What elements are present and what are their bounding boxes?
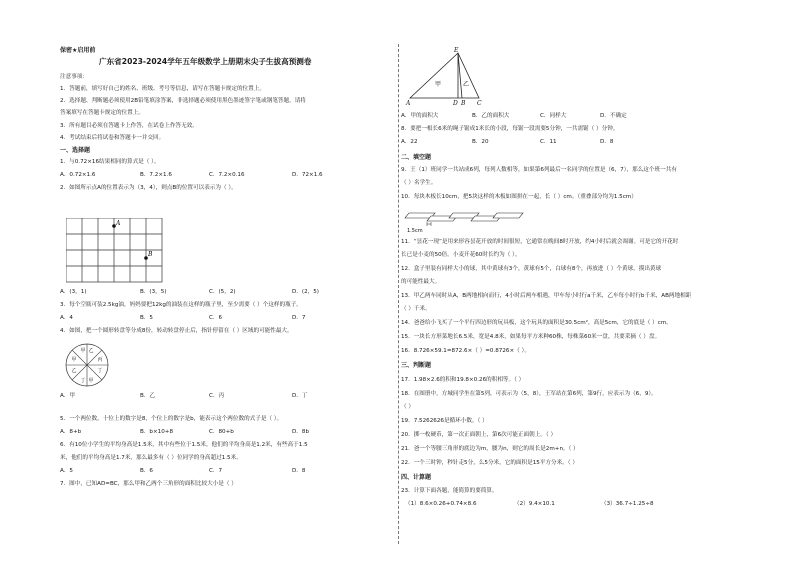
vertex-label: B [461,100,466,107]
sector-label: 丙 [97,357,103,363]
option: B．7.2×1.6 [140,172,172,178]
question-text: 21．爸一个等腰三角形的底边为m，腰为n，则它的周长是2m+n。（ ） [401,446,579,452]
notice-heading: 注意事项： [60,74,88,80]
sector-label: 乙 [71,368,77,374]
region-label: 甲 [435,81,442,88]
question-text: 长已是小麦的50倍。小麦开花60时长约为（ ）。 [401,252,521,258]
option: D．7 [292,315,306,321]
question-text: 17．1.98×2.6的积和19.8×0.26的积相等。（ ） [401,377,525,383]
calc-item: （2）9.4×10.1 [514,501,555,507]
sector-label: 乙 [88,348,94,354]
question-text: 13．甲乙两车同时从A，B两地相向而行，4小时后两车相遇，甲车每小时行a千米，乙车每小时行b千米，AB两地相距 [401,293,692,299]
question-text: 2．如图所示点A的位置表示为（3，4），则点B的位置可以表示为（ ）。 [60,185,237,191]
question-text: 16．8.726×59.1=872.6×（ ）=0.8726×（ ）。 [401,348,530,354]
secret-label: 保密★启用前 [60,47,96,54]
option: A．4 [60,315,73,321]
option: C．7 [209,468,223,474]
option: C．6 [209,315,223,321]
vertex-label: C [477,100,482,107]
section-heading: 三、判断题 [401,362,432,369]
sector-label: 甲 [71,357,77,363]
question-text: 22．一个三时钟，秒针走5分，么5分米，它的面积是15平方分米。（ ） [401,460,578,466]
question-text: 10．每块木板长10cm，把5块这样的木板如图拼在一起，长（ ）cm。（重叠部分均为1.5cm） [401,194,637,200]
option: A．0.72×1.6 [60,172,96,178]
question-text: 14．爸爸给小飞买了一个平行四边形的玩具板，这个玩具的面积是30.5cm²，高是5cm，它的底是（ ）cm。 [401,320,672,326]
option: B．5 [140,315,153,321]
option: D．8 [600,139,614,145]
option: C．80+b [209,429,234,435]
point-a-label: A [116,220,121,227]
notice-item: 3．所有题目必须在答题卡上作答，在试卷上作答无效。 [60,123,198,129]
option: A．5 [60,468,73,474]
question-text: 15．一块长方形菜地长6.5米，宽是4.8米，如果每平方米种60株，每株菜60米一盘，共要采摘（ ）盘。 [401,334,661,340]
option: D．(2，5) [292,289,319,295]
option: B．20 [472,139,489,145]
question-text: 18．在图册中，方城同学坐在第5列，可表示为（5，8），王军站在第6列，第9行，应表示为（6，9）。 [401,391,657,397]
option: D．8b [292,429,310,435]
column-divider [398,44,399,544]
notice-item: 4．考试结束后将试卷和答题卡一并交回。 [60,135,165,141]
option: A．甲 [60,393,76,399]
sector-label: 甲 [80,348,86,354]
option: A．8+b [60,429,82,435]
sector-label: 丁 [80,378,86,384]
grid-figure [66,218,166,283]
question-text: 7．图中，已知AD=BC，那么甲和乙两个三角形的面积比较大小是（ ） [60,481,237,487]
notice-item: 1．答题前，填写好自己的姓名、班级、考号等信息，请写在答题卡规定的位置上。 [60,86,265,92]
question-text: 19．7.5262626是循环小数。（ ） [401,418,488,424]
option: C．7.2×0.16 [209,172,245,178]
option: C．丙 [209,393,225,399]
option: A．(3，1) [60,289,87,295]
notice-item: 答案填写在答题卡规定的位置上。 [60,110,144,116]
section-heading: 一、选择题 [60,147,91,154]
calc-item: （3）36.7÷1.25÷8 [601,501,654,507]
vertex-label: D [453,100,458,107]
option: B．乙的面积大 [472,113,510,119]
option: A．22 [401,139,418,145]
calc-item: （1）8.6×0.26+0.74×8.6 [405,501,477,507]
question-text: 20．掷一枚硬币，第一次正面朝上，第6次可能正面朝上。（ ） [401,432,557,438]
question-text: 11．“昙花一现”是用来形容昙花开放的时间很短，它通常在晚间8时开放，约4小时后就会凋谢。可是它的开花时 [401,239,679,245]
sector-label: 甲 [88,378,94,384]
question-text: 12．盒子里装有同样大小的球，其中黄球有3个，黄球有5个，白球有8个，再放进（ ）个黄球，摸出黄球 [401,266,662,272]
question-text: 5．一个两位数，十位上的数字是8，个位上的数字是b，能表示这个两位数的式子是（ ）。 [60,416,283,422]
boards-figure [403,204,533,234]
option: C．11 [540,139,557,145]
question-text: 6．有10位小学生的平均身高是1.5米，其中有些位于1.5米，他们的平均身高是1.2米，有些高于1.5 [60,442,308,448]
vertex-label: A [406,100,411,107]
question-text: 9．王（1）班同学一共站成6列，每列人数相等，如果第6列最后一名同学的位置是（6，7），那么这个班一共有 [401,167,677,173]
overlap-label: 1.5cm [407,228,423,234]
option: B．乙 [140,393,156,399]
option: C．(5，2) [209,289,236,295]
option: B．6 [140,468,153,474]
option: C．同样大 [540,113,567,119]
exam-title: 广东省2023-2024学年五年级数学上册期末尖子生拔高预测卷 [99,57,312,66]
option: D．8 [292,468,306,474]
point-b-label: B [148,251,153,258]
section-heading: 二、填空题 [401,154,432,161]
option: D．不确定 [600,113,627,119]
option: D．丁 [292,393,308,399]
notice-item: 2．选择题、判断题必须使用2B铅笔填涂答案，非选择题必须使用黑色墨迹签字笔或钢笔答题，请将 [60,98,306,104]
sector-label: 丁 [97,368,103,374]
vertex-label: E [454,47,459,54]
question-text: 1．与0.72×16结果相同的算式是（ ）。 [60,159,160,165]
section-heading: 四、计算题 [401,474,432,481]
spinner-figure [64,342,110,388]
question-text: 23．计算下面各题，能简算的要简算。 [401,488,498,494]
question-text: 4．如图，把一个圆形转盘等分成8份，转动转盘停止后，指针停留在（ ）区域的可能性最大。 [60,328,293,334]
option: A．甲的面积大 [401,113,439,119]
question-text: （ ）名学生。 [401,180,437,186]
triangle-figure [401,46,491,108]
question-text: 3．每个空瓶可装2.5kg油，妈妈要把12kg的油装在这样的瓶子里，至少需要（ ）个这样的瓶子。 [60,302,302,308]
question-text: （ ）千米。 [401,306,431,312]
region-label: 乙 [463,81,470,88]
question-text: 8．要把一根长6米的绳子锯成1米长的小段，每锯一段需要5分钟，一共需锯（ ）分钟。 [401,126,619,132]
question-text: 的可能性最大。 [401,279,441,285]
option: B．b×10+8 [140,429,174,435]
question-text: （ ） [401,404,414,410]
option: B．(3，5) [140,289,167,295]
question-text: 米，他们的平均身高是1.7米，那么最多有（ ）位同学的身高超过1.5米。 [60,455,242,461]
option: D．72×1.6 [292,172,323,178]
